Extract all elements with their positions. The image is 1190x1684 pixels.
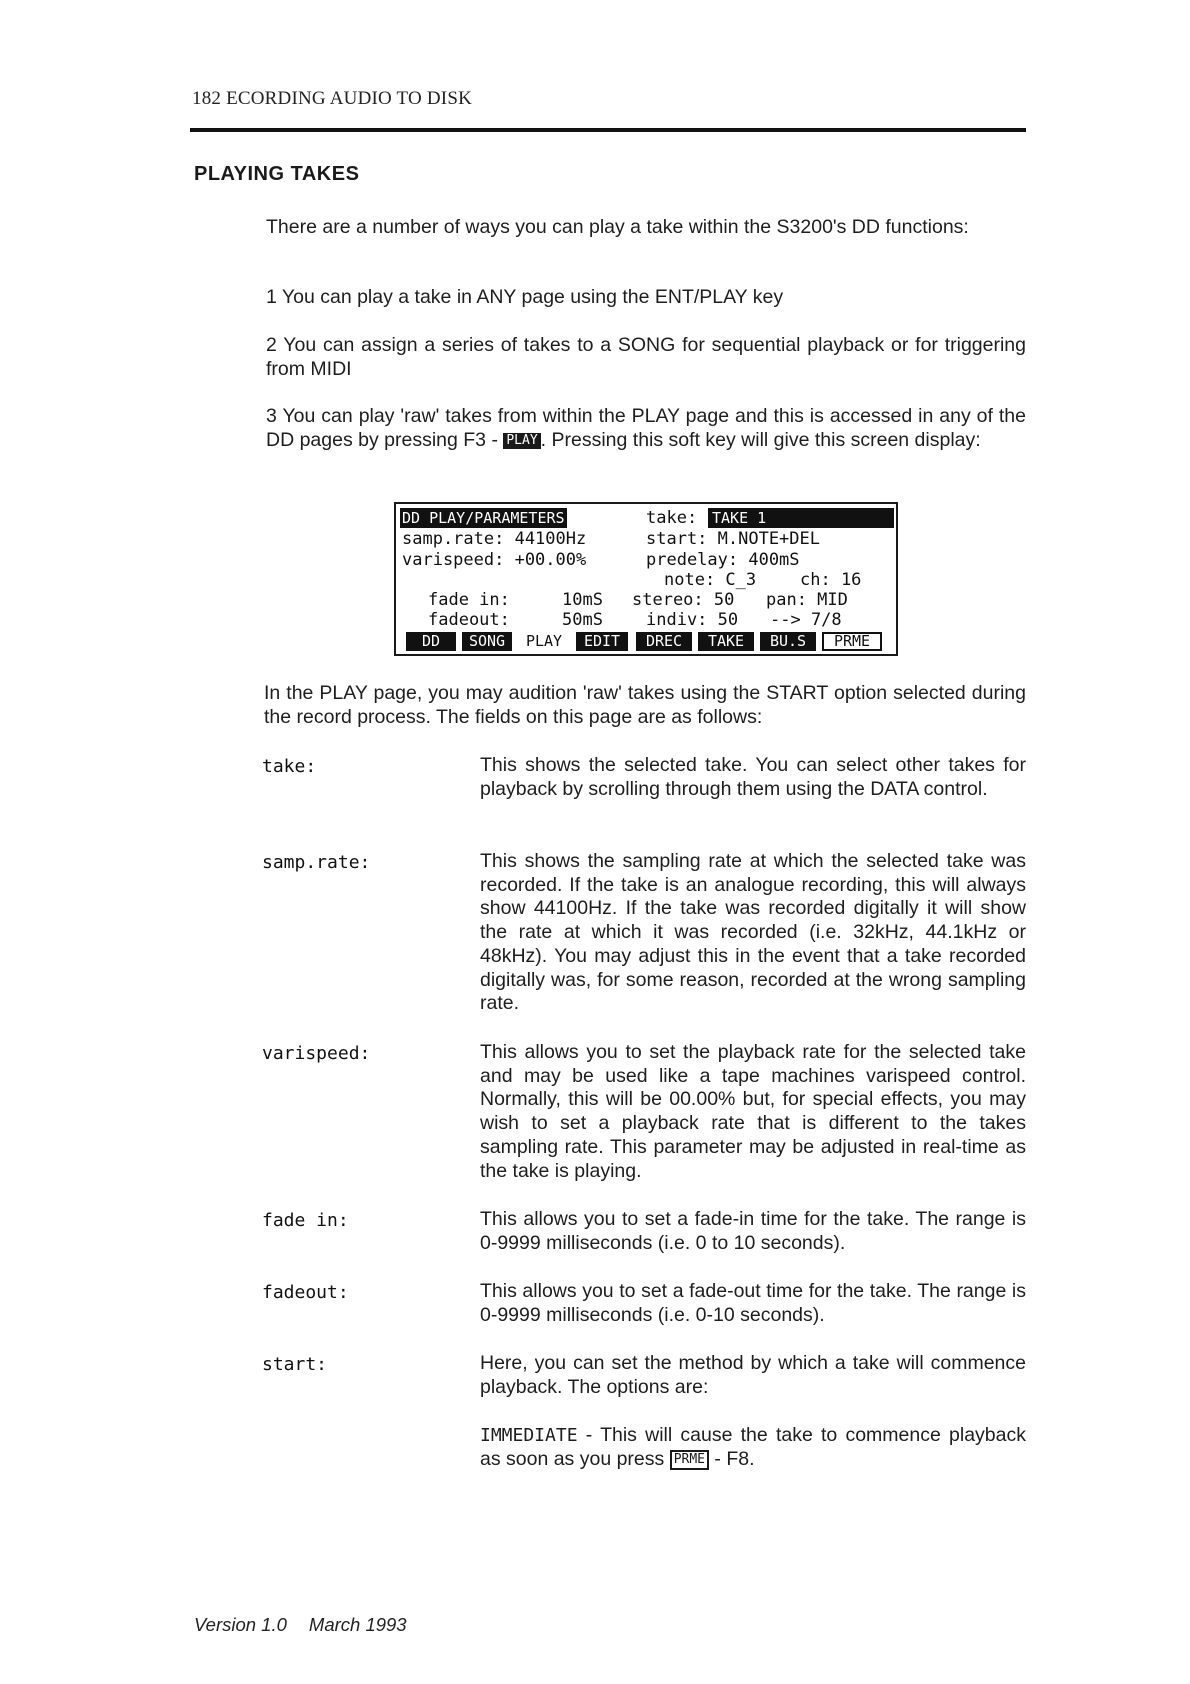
- lcd-samp-rate: samp.rate: 44100Hz: [402, 529, 587, 549]
- lcd-start: start: M.NOTE+DEL: [646, 529, 820, 549]
- option-immediate-text: - This will cause the take to commence playback as soon as you press: [480, 1424, 1026, 1470]
- softkey-prime[interactable]: PRME: [822, 632, 882, 651]
- footer-version: Version 1.0: [194, 1614, 287, 1635]
- intro-item-3-text-end: . Pressing this soft key will give this screen display:: [540, 428, 981, 451]
- lcd-screen: [394, 502, 898, 656]
- lcd-fade-in-label: fade in:: [428, 590, 510, 610]
- softkey-drec[interactable]: DREC: [636, 632, 692, 651]
- desc-varispeed: This allows you to set the playback rate for the selected take and may be used like a tape machines varispeed control. Normally, this will be 00.00% but, for special effects, you may wish to set a playback rate that is different to the takes sampling rate. This parameter may be adjusted in real-time as the take is playing.: [480, 1041, 1026, 1182]
- term-start: start:: [262, 1354, 328, 1375]
- term-varispeed: varispeed:: [262, 1043, 371, 1064]
- softkey-song[interactable]: SONG: [462, 632, 512, 651]
- page-header: [192, 88, 472, 110]
- desc-fadeout: This allows you to set a fade-out time for the take. The range is 0-9999 milliseconds (i.e. 0-10 seconds).: [480, 1280, 1026, 1326]
- section-title: ECORDING AUDIO TO DISK: [226, 88, 473, 109]
- after-lcd-paragraph: In the PLAY page, you may audition 'raw' takes using the START option selected during the record process. The fields on this page are as follows:: [264, 682, 1026, 728]
- prime-softkey-icon: PRME: [670, 1450, 709, 1470]
- intro-paragraph-1: There are a number of ways you can play a take within the S3200's DD functions:: [266, 216, 969, 238]
- option-immediate-text-end: - F8.: [709, 1447, 755, 1470]
- header-rule: [190, 128, 1026, 132]
- desc-fade-in: This allows you to set a fade-in time for the take. The range is 0-9999 milliseconds (i.e. 0 to 10 seconds).: [480, 1208, 1026, 1254]
- lcd-predelay: predelay: 400mS: [646, 550, 800, 570]
- option-immediate: [480, 1424, 1026, 1471]
- softkey-bus[interactable]: BU.S: [760, 632, 816, 651]
- lcd-note: note: C_3: [664, 570, 757, 590]
- term-samp-rate: samp.rate:: [262, 852, 371, 873]
- lcd-fadeout-value: 50mS: [562, 610, 603, 630]
- intro-item-1: 1 You can play a take in ANY page using the ENT/PLAY key: [266, 286, 784, 308]
- softkey-take[interactable]: TAKE: [698, 632, 754, 651]
- intro-item-2: 2 You can assign a series of takes to a SONG for sequential playback or for triggering from MIDI: [266, 334, 1026, 380]
- lcd-take-value: TAKE 1: [708, 508, 894, 528]
- play-softkey-icon: PLAY: [503, 433, 540, 449]
- lcd-softkey-row: [400, 632, 892, 652]
- softkey-dd[interactable]: DD: [406, 632, 456, 651]
- term-take: take:: [262, 756, 317, 777]
- desc-start: Here, you can set the method by which a take will commence playback. The options are:: [480, 1352, 1026, 1398]
- term-fadeout: fadeout:: [262, 1282, 349, 1303]
- desc-samp-rate: This shows the sampling rate at which the selected take was recorded. If the take is an analogue recording, this will always show 44100Hz. If the take was recorded digitally it will show the rate at which it was recorded (i.e. 32kHz, 44.1kHz or 48kHz). You may adjust this in the event that a take recorded digitally was, for some reason, recorded at the wrong sampling rate.: [480, 850, 1026, 1015]
- softkey-play[interactable]: PLAY: [525, 632, 563, 650]
- lcd-varispeed: varispeed: +00.00%: [402, 550, 587, 570]
- lcd-stereo: stereo: 50: [632, 590, 735, 610]
- lcd-take-label: take:: [646, 508, 698, 528]
- page-number: 182: [192, 88, 222, 109]
- option-immediate-keyword: IMMEDIATE: [480, 1425, 578, 1446]
- lcd-channel: ch: 16: [800, 570, 862, 590]
- footer-date: March 1993: [308, 1614, 407, 1635]
- lcd-page-title: DD PLAY/PARAMETERS: [402, 509, 565, 527]
- term-fade-in: fade in:: [262, 1210, 349, 1231]
- desc-take: This shows the selected take. You can select other takes for playback by scrolling through them using the DATA control.: [480, 754, 1026, 800]
- softkey-edit[interactable]: EDIT: [576, 632, 628, 651]
- lcd-fadeout-label: fadeout:: [428, 610, 510, 630]
- lcd-indiv: indiv: 50: [646, 610, 739, 630]
- lcd-pan: pan: MID: [766, 590, 848, 610]
- lcd-outputs: --> 7/8: [770, 610, 842, 630]
- page-footer: [194, 1614, 407, 1636]
- lcd-fade-in-value: 10mS: [562, 590, 603, 610]
- intro-item-3-text: 3 You can play 'raw' takes from within the PLAY page and this is accessed in any of the DD pages by pressing F3 -: [266, 405, 1026, 451]
- page-title: PLAYING TAKES: [194, 163, 360, 185]
- intro-item-3: [266, 405, 1026, 452]
